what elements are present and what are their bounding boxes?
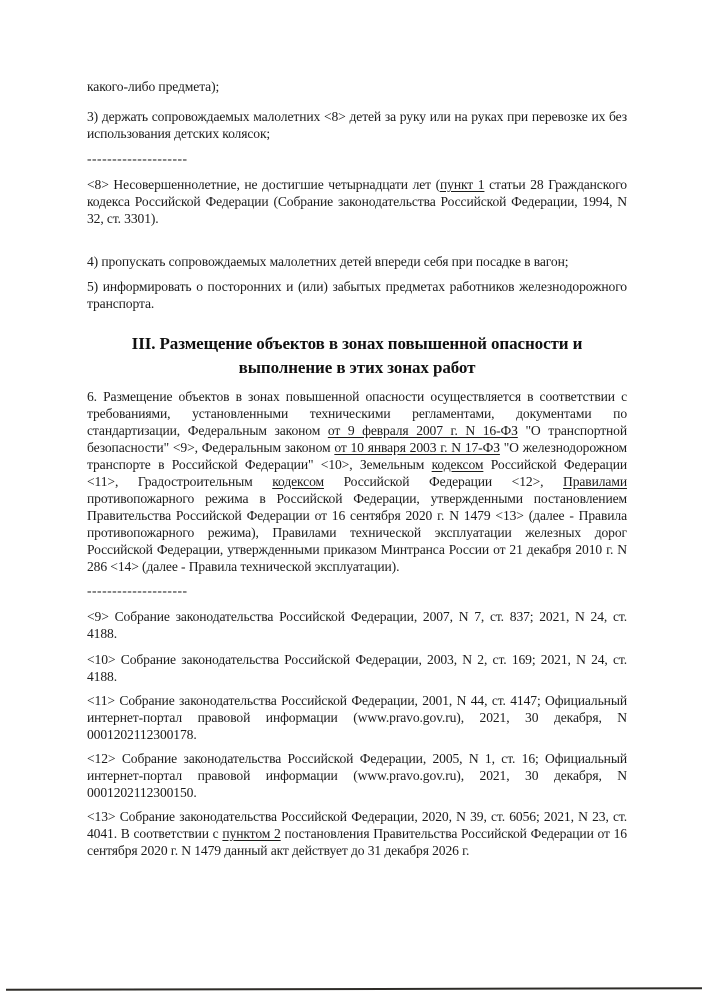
document-link[interactable]: кодексом: [431, 457, 484, 472]
footnote-8: [87, 176, 627, 227]
footnote-separator-2: --------------------: [87, 583, 188, 598]
list-item-3: 3) держать сопровождаемых малолетних <8> детей за руку или на руках при перевозке их без использования детских колясок;: [87, 109, 627, 141]
section-heading: III. Размещение объектов в зонах повышенной опасности и выполнение в этих зонах работ: [131, 334, 583, 377]
document-link[interactable]: Правилами: [563, 474, 627, 489]
page-bottom-scan-edge: [6, 987, 702, 990]
text-run: <13> Собрание законодательства Российской Федерации, 2020, N 39, ст. 6056; 2021, N 23, ст. 4041. В соответствии с: [87, 809, 627, 841]
footnote-9: <9> Собрание законодательства Российской Федерации, 2007, N 7, ст. 837; 2021, N 24, ст. 4188.: [87, 609, 627, 641]
list-item-4: 4) пропускать сопровождаемых малолетних детей впереди себя при посадке в вагон;: [87, 254, 569, 269]
paragraph-6: [87, 388, 627, 575]
text-run: <8> Несовершеннолетние, не достигшие четырнадцати лет (: [87, 177, 441, 192]
text-run: постановления Правительства Российской Федерации от 16 сентября 2020 г. N 1479 данный акт действует до 31 декабря 2026 г.: [87, 826, 627, 858]
text-run: статьи 28 Гражданского кодекса Российской Федерации (Собрание законодательства Российской Федерации, 1994, N 32, ст. 3301).: [87, 177, 627, 226]
document-link[interactable]: пункт 1: [440, 177, 485, 192]
document-link[interactable]: от 9 февраля 2007 г. N 16-ФЗ: [327, 423, 518, 438]
text-run: Российской Федерации <11>, Градостроительным: [87, 457, 628, 489]
paragraph-intro: какого-либо предмета);: [87, 79, 220, 94]
footnote-separator: --------------------: [87, 151, 188, 166]
text-run: противопожарного режима в Российской Федерации, утвержденными постановлением Правительства Российской Федерации от 16 сентября 2020 г. N 1479 <13> (далее - Правила противопожарного режима), Правилами технической эксплуатации железных дорог Российской Федерации, утвержденными приказом Минтранса России от 21 декабря 2010 г. N 286 <14> (далее - Правила технической эксплуатации).: [87, 491, 627, 574]
text-run: 6. Размещение объектов в зонах повышенной опасности осуществляется в соответствии с требованиями, установленными техническими регламентами, документами по стандартизации, Федеральным законом: [87, 389, 627, 438]
footnote-11: <11> Собрание законодательства Российской Федерации, 2001, N 44, ст. 4147; Официальный интернет-портал правовой информации (www.pravo.gov.ru), 2021, 30 декабря, N 0001202112300178.: [87, 693, 627, 742]
footnote-13: [87, 808, 627, 859]
text-run: Российской Федерации <12>,: [323, 474, 564, 489]
list-item-5: 5) информировать о посторонних и (или) забытых предметах работников железнодорожного транспорта.: [87, 279, 627, 311]
document-link[interactable]: от 10 января 2003 г. N 17-ФЗ: [334, 440, 500, 455]
text-run: "О транспортной безопасности" <9>, Федеральным законом: [87, 423, 628, 455]
document-link[interactable]: пунктом 2: [222, 826, 281, 841]
footnote-10: <10> Собрание законодательства Российской Федерации, 2003, N 2, ст. 169; 2021, N 24, ст. 4188.: [87, 652, 627, 684]
text-run: "О железнодорожном транспорте в Российской Федерации" <10>, Земельным: [87, 440, 627, 472]
footnote-12: <12> Собрание законодательства Российской Федерации, 2005, N 1, ст. 16; Официальный интернет-портал правовой информации (www.pravo.gov.ru), 2021, 30 декабря, N 0001202112300150.: [87, 751, 627, 800]
document-link[interactable]: кодексом: [272, 474, 324, 489]
document-content: [87, 78, 627, 859]
